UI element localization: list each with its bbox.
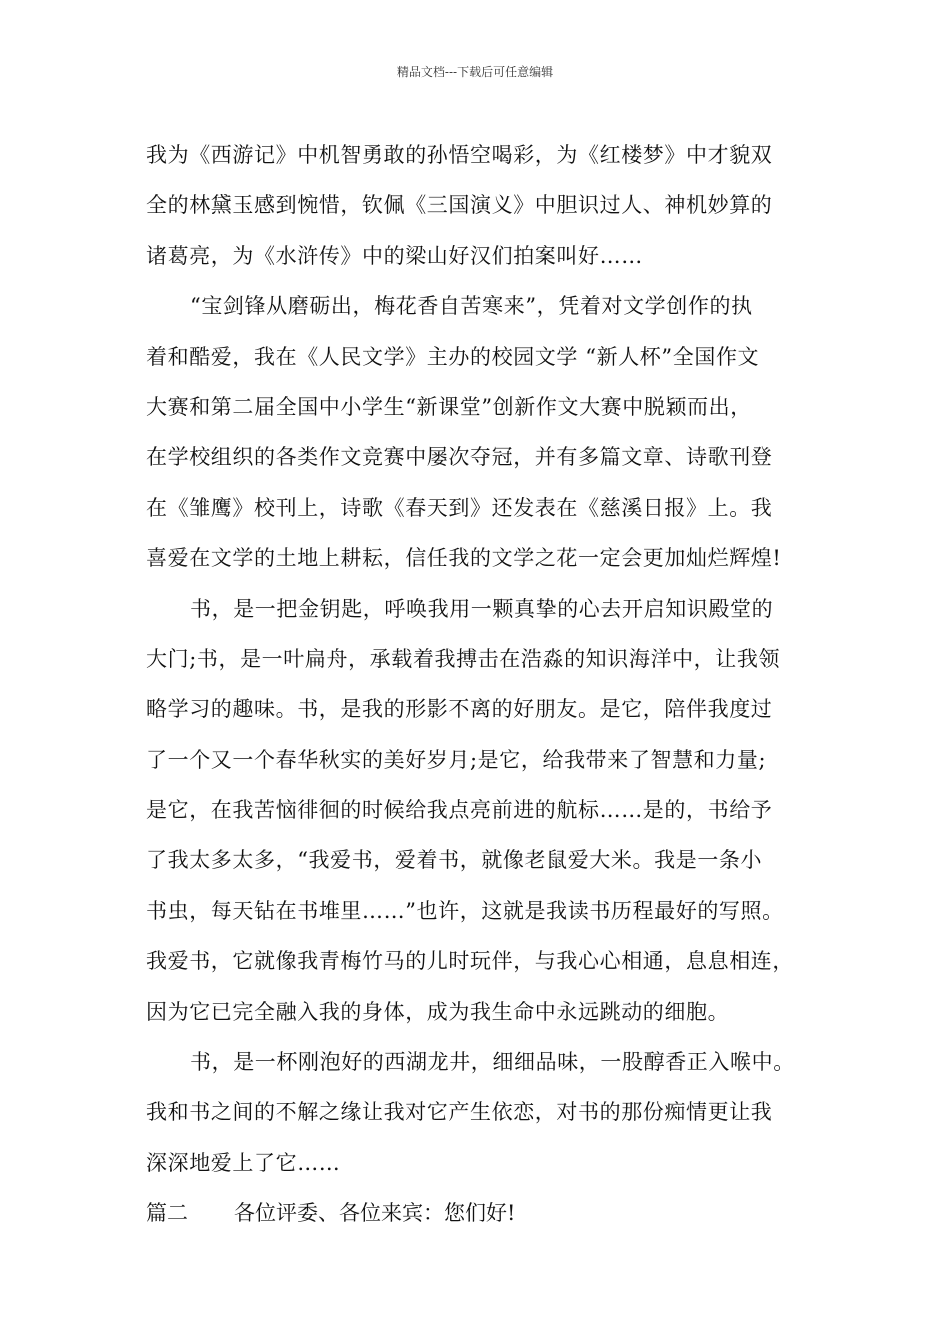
text-line: 着和酷爱，我在《人民文学》主办的校园文学 “新人杯”全国作文 — [146, 344, 760, 369]
text-line: 书虫，每天钻在书堆里……”也许，这就是我读书历程最好的写照。 — [146, 898, 784, 923]
paragraph-lines — [146, 130, 814, 1188]
text-line: 喜爱在文学的土地上耕耘，信任我的文学之花一定会更加灿烂辉煌! — [146, 546, 782, 571]
text-line: 我为《西游记》中机智勇敢的孙悟空喝彩，为《红楼梦》中才貌双 — [146, 143, 773, 167]
text-line: 是它，在我苦恼徘徊的时候给我点亮前进的航标……是的，书给予 — [146, 798, 773, 823]
text-line: 大赛和第二届全国中小学生“新课堂”创新作文大赛中脱颖而出， — [146, 394, 752, 419]
text-line: 书，是一杯刚泡好的西湖龙井，细细品味，一股醇香正入喉中。 — [190, 1050, 795, 1075]
text-line: 大门;书，是一叶扁舟，承载着我搏击在浩淼的知识海洋中，让我领 — [146, 646, 781, 671]
text-line: 了一个又一个春华秋实的美好岁月;是它，给我带来了智慧和力量; — [146, 747, 767, 772]
text-line: 因为它已完全融入我的身体，成为我生命中永远跳动的细胞。 — [146, 999, 730, 1024]
text-line: 全的林黛玉感到惋惜，钦佩《三国演义》中胆识过人、神机妙算的 — [146, 193, 773, 218]
text-line: 我爱书，它就像我青梅竹马的儿时玩伴，与我心心相通，息息相连， — [146, 949, 794, 974]
text-line: 深深地爱上了它…… — [146, 1150, 341, 1175]
text-line: 在学校组织的各类作文竞赛中屡次夺冠，并有多篇文章、诗歌刊登 — [146, 445, 773, 470]
text-line: 诸葛亮，为《水浒传》中的梁山好汉们拍案叫好…… — [146, 243, 643, 268]
text-line: “宝剑锋从磨砺出，梅花香自苦寒来”，凭着对文学创作的执 — [190, 294, 753, 319]
text-line: 了我太多太多，“我爱书，爱着书，就像老鼠爱大米。我是一条小 — [146, 848, 763, 873]
document-body — [146, 130, 814, 1239]
section-text: 各位评委、各位来宾：您们好! — [234, 1201, 516, 1226]
text-line: 略学习的趣味。书，是我的形影不离的好朋友。是它，陪伴我度过 — [146, 697, 773, 722]
text-line: 书，是一把金钥匙，呼唤我用一颗真挚的心去开启知识殿堂的 — [190, 596, 774, 621]
text-line: 我和书之间的不解之缘让我对它产生依恋，对书的那份痴情更让我 — [146, 1100, 773, 1125]
page-header: 精品文档---下载后可任意编辑 — [396, 65, 554, 79]
section-label: 篇二 — [146, 1201, 188, 1226]
section-heading — [146, 1188, 814, 1238]
text-line: 在《雏鹰》校刊上，诗歌《春天到》还发表在《慈溪日报》上。我 — [146, 495, 773, 520]
